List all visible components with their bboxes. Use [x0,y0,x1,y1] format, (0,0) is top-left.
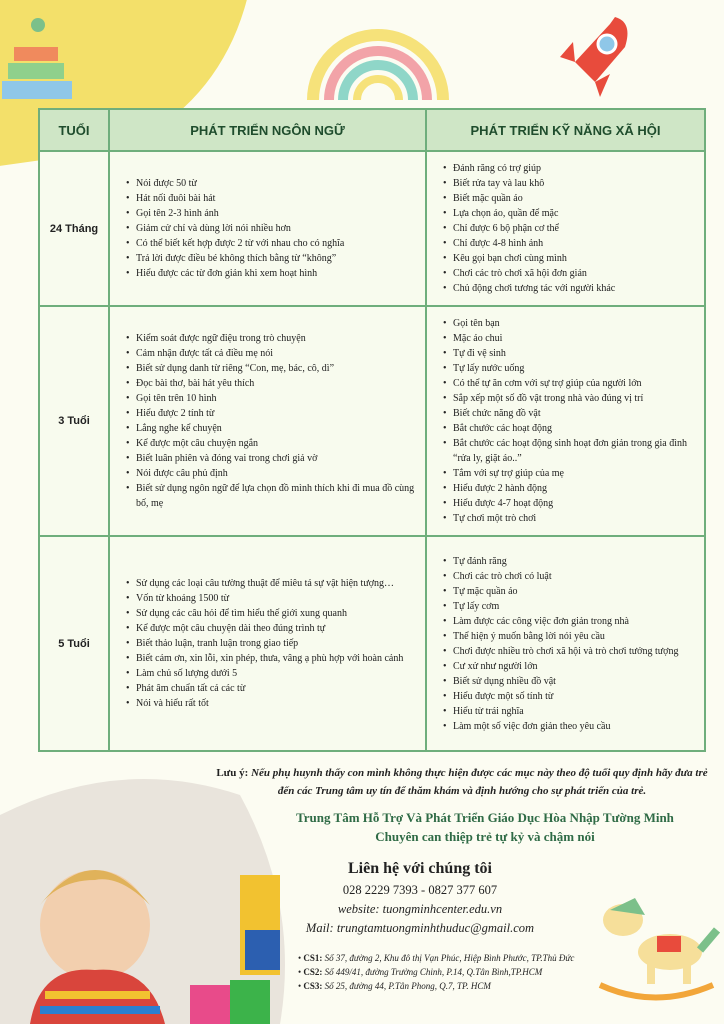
list-item: • Đọc bài thơ, bài hát yêu thích [126,376,415,391]
list-item: • Kiểm soát được ngữ điệu trong trò chuyện [126,331,415,346]
list-item: • Biết sử dụng danh từ riêng “Con, mẹ, bác, cô, dì” [126,361,415,376]
list-item: • Tự lấy cơm [443,599,694,614]
list-item: • Làm chủ số lượng dưới 5 [126,666,415,681]
center-info [260,808,710,846]
note-text: Nếu phụ huynh thấy con mình không thực hiện được các mục này theo độ tuổi quy định hãy đưa trẻ đến các Trung tâm uy tín để thăm khám và định hướng cho sự phát triển của trẻ. [251,767,708,797]
note-label: Lưu ý: [216,767,249,779]
list-item: • Hát nối đuôi bài hát [126,191,415,206]
list-item: • Biết mặc quần áo [443,191,694,206]
language-list [110,170,425,287]
list-item: • Tắm với sự trợ giúp của mẹ [443,466,694,481]
branch-item [298,965,574,979]
branch-code: CS1: [303,953,323,963]
branch-code: CS2: [303,967,323,977]
list-item: • Biết cảm ơn, xin lỗi, xin phép, thưa, vâng ạ phù hợp với hoàn cảnh [126,651,415,666]
list-item: • Hiểu được một số tính từ [443,689,694,704]
list-item: • Nói được 50 từ [126,176,415,191]
list-item: • Nói được câu phủ định [126,466,415,481]
list-item: • Mặc áo chui [443,331,694,346]
language-cell [109,306,426,536]
list-item: • Tự chơi một trò chơi [443,511,694,526]
list-item: • Tự mặc quần áo [443,584,694,599]
contact-title: Liên hệ với chúng tôi [348,860,492,877]
list-item: • Tự đi vệ sinh [443,346,694,361]
branch-item [298,951,574,965]
language-list [110,325,425,517]
header-social: PHÁT TRIỂN KỸ NĂNG XÃ HỘI [426,109,705,151]
list-item: • Thể hiện ý muốn bằng lời nói yêu cầu [443,629,694,644]
age-cell: 24 Tháng [39,151,109,306]
list-item: • Hiểu từ trái nghĩa [443,704,694,719]
language-list [110,570,425,717]
language-cell [109,151,426,306]
list-item: • Hiểu được các từ đơn giản khi xem hoạt hình [126,266,415,281]
list-item: • Cư xử như người lớn [443,659,694,674]
list-item: • Sử dụng các câu hỏi để tìm hiểu thế giới xung quanh [126,606,415,621]
social-cell [426,151,705,306]
center-name: Trung Tâm Hỗ Trợ Và Phát Triển Giáo Dục Hòa Nhập Tường Minh [296,810,674,825]
list-item: • Chỉ được 6 bộ phận cơ thể [443,221,694,236]
age-cell: 5 Tuổi [39,536,109,751]
social-list [427,548,704,740]
list-item: • Chủ động chơi tương tác với người khác [443,281,694,296]
rocking-horse-icon [595,890,720,1010]
list-item: • Lắng nghe kể chuyện [126,421,415,436]
branch-code: CS3: [303,981,323,991]
list-item: • Biết rửa tay và lau khô [443,176,694,191]
list-item: • Gọi tên 2-3 hình ảnh [126,206,415,221]
list-item: • Chơi các trò chơi có luật [443,569,694,584]
list-item: • Kêu gọi bạn chơi cùng mình [443,251,694,266]
header-language: PHÁT TRIỂN NGÔN NGỮ [109,109,426,151]
list-item: • Biết sử dụng nhiều đồ vật [443,674,694,689]
header-age: TUỔI [39,109,109,151]
list-item: • Biết thảo luận, tranh luận trong giao tiếp [126,636,415,651]
contact-mail[interactable]: Mail: trungtamtuongminhthuduc@gmail.com [305,921,535,935]
list-item: • Biết luân phiên và đóng vai trong chơi giả vờ [126,451,415,466]
social-list [427,155,704,302]
list-item: • Có thể biết kết hợp được 2 từ với nhau cho có nghĩa [126,236,415,251]
list-item: • Sử dụng các loại câu tường thuật để miêu tả sự vật hiện tượng… [126,576,415,591]
contact-block [290,860,550,938]
list-item: • Giảm cử chỉ và dùng lời nói nhiều hơn [126,221,415,236]
list-item: • Lựa chọn áo, quần để mặc [443,206,694,221]
age-cell: 3 Tuổi [39,306,109,536]
list-item: • Tự đánh răng [443,554,694,569]
list-item: • Bắt chước các hoạt động sinh hoạt đơn giản trong gia đình “rửa ly, giặt áo..” [443,436,694,466]
list-item: • Sắp xếp một số đồ vật trong nhà vào đúng vị trí [443,391,694,406]
social-cell [426,536,705,751]
list-item: • Biết chức năng đồ vật [443,406,694,421]
social-cell [426,306,705,536]
list-item: • Nói và hiểu rất tốt [126,696,415,711]
list-item: • Có thể tự ăn cơm với sự trợ giúp của người lớn [443,376,694,391]
branch-item [298,979,574,993]
rainbow-icon [303,5,453,100]
contact-website[interactable]: website: tuongminhcenter.edu.vn [337,902,503,916]
table-row [39,151,705,306]
list-item: • Cảm nhận được tất cả điều mẹ nói [126,346,415,361]
list-item: • Làm một số việc đơn giản theo yêu cầu [443,719,694,734]
list-item: • Chơi được nhiều trò chơi xã hội và trò chơi tưởng tượng [443,644,694,659]
list-item: • Bắt chước các hoạt động [443,421,694,436]
list-item: • Phát âm chuẩn tất cả các từ [126,681,415,696]
list-item: • Biết sử dụng ngôn ngữ để lựa chọn đồ mình thích khi đi mua đồ cùng bố, mẹ [126,481,415,511]
list-item: • Hiểu được 2 tính từ [126,406,415,421]
language-cell [109,536,426,751]
list-item: • Hiểu được 2 hành động [443,481,694,496]
social-list [427,310,704,532]
branch-address: Số 37, đường 2, Khu đô thị Vạn Phúc, Hiệp Bình Phước, TP.Thủ Đức [324,953,575,963]
list-item: • Gọi tên trên 10 hình [126,391,415,406]
branch-list [298,951,574,993]
table-row [39,306,705,536]
list-item: • Kể được một câu chuyện dài theo đúng trình tự [126,621,415,636]
list-item: • Vốn từ khoảng 1500 từ [126,591,415,606]
branch-address: Số 25, đường 44, P.Tân Phong, Q.7, TP. HCM [324,981,491,991]
list-item: • Hiểu được 4-7 hoạt động [443,496,694,511]
rocket-icon [555,12,635,102]
list-item: • Chơi các trò chơi xã hội đơn giản [443,266,694,281]
list-item: • Kể được một câu chuyện ngắn [126,436,415,451]
branch-address: Số 449/41, đường Trường Chinh, P.14, Q.Tân Bình,TP.HCM [324,967,543,977]
center-tagline: Chuyên can thiệp trẻ tự kỷ và chậm nói [375,829,595,844]
list-item: • Đánh răng có trợ giúp [443,161,694,176]
table-row [39,536,705,751]
stacking-rings-icon [0,15,75,105]
list-item: • Chỉ được 4-8 hình ảnh [443,236,694,251]
list-item: • Làm được các công việc đơn giản trong nhà [443,614,694,629]
list-item: • Tự lấy nước uống [443,361,694,376]
list-item: • Trả lời được điều bé không thích bằng từ “không” [126,251,415,266]
contact-phone[interactable]: 028 2229 7393 - 0827 377 607 [342,883,498,897]
development-table [38,108,706,752]
child-playing-photo [0,755,295,1024]
list-item: • Gọi tên bạn [443,316,694,331]
